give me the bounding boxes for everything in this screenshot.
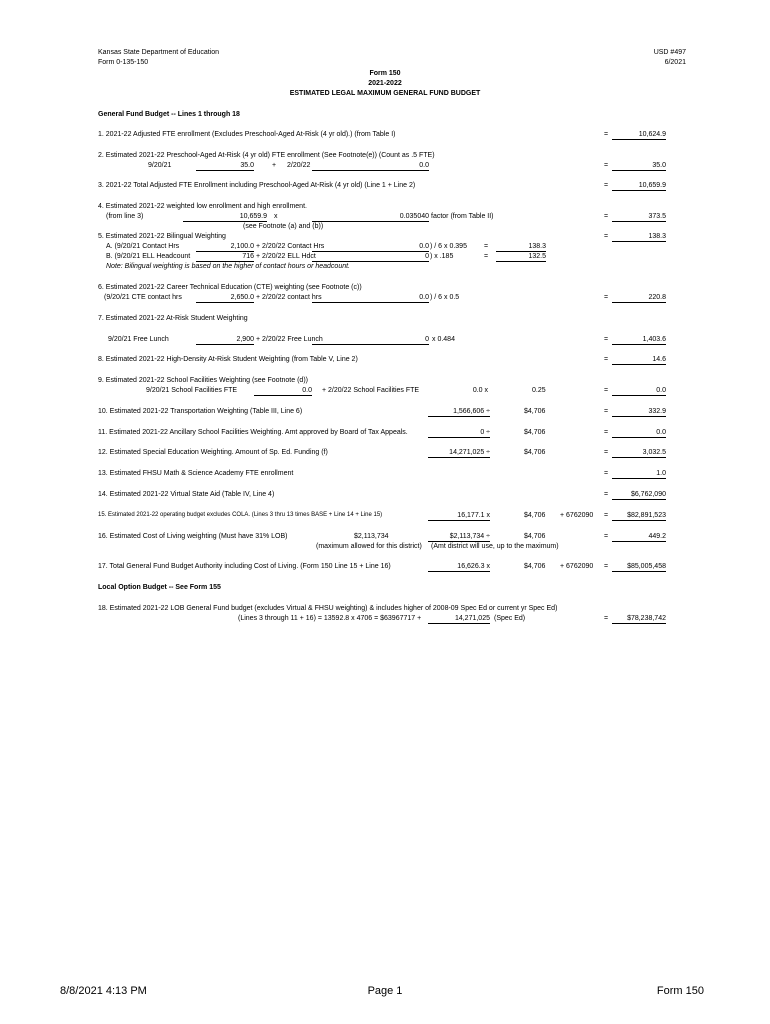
line2-eq: = <box>604 162 609 169</box>
line9-value2: 0.0 x <box>472 387 488 394</box>
line5a-result: 138.3 <box>496 242 546 252</box>
line16-label: 16. Estimated Cost of Living weighting (Must have 31% LOB) <box>98 533 288 540</box>
line9-mid: + 2/20/22 School Facilities FTE <box>322 387 420 394</box>
line11-result: 0.0 <box>612 428 666 438</box>
line9-value1: 0.0 <box>254 386 312 396</box>
line13-label: 13. Estimated FHSU Math & Science Academy FTE enrollment <box>98 470 294 477</box>
line12-value: 14,271,025 ÷ <box>428 448 490 458</box>
line10-base: $4,706 <box>524 408 546 415</box>
form-date: 6/2021 <box>664 59 686 66</box>
line2-date2: 2/20/22 <box>287 162 311 169</box>
line5-note: Note: Bilingual weighting is based on the higher of contact hours or headcount. <box>106 263 350 270</box>
line6-eq: = <box>604 294 609 301</box>
line5b-label: B. (9/20/21 ELL Headcount <box>106 253 191 260</box>
line15-eq: = <box>604 512 609 519</box>
line17-plus: + 6762090 <box>560 563 594 570</box>
line5a-value1: 2,100.0 <box>196 242 254 252</box>
line15-value: 16,177.1 x <box>428 511 490 521</box>
line18-result: $78,238,742 <box>612 614 666 624</box>
line7-calc: x 0.484 <box>432 336 455 343</box>
line5b-value2: 0 <box>312 252 429 262</box>
line2-result: 35.0 <box>612 161 666 171</box>
footer-datetime: 8/8/2021 4:13 PM <box>60 985 147 997</box>
line6-label: 6. Estimated 2021-22 Career Technical Education (CTE) weighting (see Footnote (c)) <box>98 284 362 291</box>
line5a-label: A. (9/20/21 Contact Hrs <box>106 243 180 250</box>
line3-eq: = <box>604 182 609 189</box>
line4-factor: 0.035040 <box>312 212 429 222</box>
line1-label: 1. 2021-22 Adjusted FTE enrollment (Excludes Preschool-Aged At-Risk (4 yr old).) (from Table I) <box>98 131 396 138</box>
line16-max-value: $2,113,734 <box>354 533 389 540</box>
district-number: USD #497 <box>653 49 686 56</box>
line7-value2: 0 <box>312 335 429 345</box>
line3-label: 3. 2021-22 Total Adjusted FTE Enrollment including Preschool-Aged At-Risk (4 yr old) (Line 1 + Line 2) <box>98 182 416 189</box>
agency-name: Kansas State Department of Education <box>98 49 220 56</box>
line4-value: 10,659.9 <box>183 212 267 222</box>
line2-value1: 35.0 <box>196 161 254 171</box>
line1-result: 10,624.9 <box>612 130 666 140</box>
line6-calc: ) / 6 x 0.5 <box>430 294 460 301</box>
line5-eq: = <box>604 233 609 240</box>
line7-value1: 2,900 <box>196 335 254 345</box>
footer-form: Form 150 <box>656 985 704 997</box>
form-number: Form 0-135-150 <box>98 59 149 66</box>
line7-eq: = <box>604 336 609 343</box>
line4-label: 4. Estimated 2021-22 weighted low enrollment and high enrollment. <box>98 203 307 210</box>
line11-label: 11. Estimated 2021-22 Ancillary School Facilities Weighting. Amt approved by Board of Tax Appeals. <box>98 429 408 436</box>
line9-factor: 0.25 <box>532 387 546 394</box>
line8-label: 8. Estimated 2021-22 High-Density At-Risk Student Weighting (from Table V, Line 2) <box>98 356 358 363</box>
line4-x: x <box>274 213 278 220</box>
line4-eq: = <box>604 213 609 220</box>
line5b-eq: = <box>484 253 489 260</box>
line6-value2: 0.0 <box>312 293 429 303</box>
line5a-value2: 0.0 <box>312 242 429 252</box>
line4-footnote: (see Footnote (a) and (b)) <box>243 223 324 230</box>
line7-label: 7. Estimated 2021-22 At-Risk Student Weighting <box>98 315 248 322</box>
line12-label: 12. Estimated Special Education Weighting. Amount of Sp. Ed. Funding (f) <box>98 449 328 456</box>
line5b-mid: + 2/20/22 ELL Hdct <box>256 253 316 260</box>
line15-label: 15. Estimated 2021-22 operating budget excludes COLA. (Lines 3 thru 13 times BASE + Line 14 + Line 15) <box>98 512 383 518</box>
line11-base: $4,706 <box>524 429 546 436</box>
line6-mid: + 2/20/22 contact hrs <box>256 294 322 301</box>
line17-result: $85,005,458 <box>612 562 666 572</box>
line5b-value1: 716 <box>196 252 254 262</box>
line6-result: 220.8 <box>612 293 666 303</box>
line12-eq: = <box>604 449 609 456</box>
line2-label: 2. Estimated 2021-22 Preschool-Aged At-Risk (4 yr old) FTE enrollment (See Footnote(e)) (Count as .5 FTE) <box>98 152 435 159</box>
line8-eq: = <box>604 356 609 363</box>
line7-sub: 9/20/21 Free Lunch <box>108 336 169 343</box>
line9-eq: = <box>604 387 609 394</box>
line18-spec: (Spec Ed) <box>494 615 526 622</box>
line18-value: 14,271,025 <box>428 614 490 624</box>
line10-value: 1,566,606 ÷ <box>428 407 490 417</box>
line5b-result: 132.5 <box>496 252 546 262</box>
line15-result: $82,891,523 <box>612 511 666 521</box>
line7-result: 1,403.6 <box>612 335 666 345</box>
line2-plus: + <box>272 162 277 169</box>
line5a-eq: = <box>484 243 489 250</box>
line3-result: 10,659.9 <box>612 181 666 191</box>
line12-result: 3,032.5 <box>612 448 666 458</box>
line17-value: 16,626.3 x <box>428 562 490 572</box>
line5a-mid: + 2/20/22 Contact Hrs <box>256 243 325 250</box>
line16-value: $2,113,734 ÷ <box>428 532 490 542</box>
line9-label: 9. Estimated 2021-22 School Facilities Weighting (see Footnote (d)) <box>98 377 308 384</box>
line5a-calc: ) / 6 x 0.395 <box>430 243 467 250</box>
line17-base: $4,706 <box>524 563 546 570</box>
line16-base: $4,706 <box>524 533 546 540</box>
line9-sub: 9/20/21 School Facilities FTE <box>146 387 238 394</box>
line16-result: 449.2 <box>612 532 666 542</box>
line18-sub: (Lines 3 through 11 + 16) = 13592.8 x 4706 = $63967717 + <box>238 615 422 622</box>
line18-label: 18. Estimated 2021-22 LOB General Fund budget (excludes Virtual & FHSU weighting) & includes higher of 2008-09 Spec Ed or current yr Spec Ed) <box>98 605 558 612</box>
line14-eq: = <box>604 491 609 498</box>
line13-result: 1.0 <box>612 469 666 479</box>
form-title: Form 150 <box>369 70 401 77</box>
line4-factor-label: factor (from Table II) <box>431 213 494 220</box>
line10-eq: = <box>604 408 609 415</box>
line8-result: 14.6 <box>612 355 666 365</box>
section-general-fund: General Fund Budget -- Lines 1 through 18 <box>98 111 240 118</box>
line13-eq: = <box>604 470 609 477</box>
section-local-option-budget: Local Option Budget -- See Form 155 <box>98 584 221 591</box>
line12-base: $4,706 <box>524 449 546 456</box>
line14-result: $6,762,090 <box>612 490 666 500</box>
line5-result: 138.3 <box>612 232 666 242</box>
line7-mid: + 2/20/22 Free Lunch <box>256 336 323 343</box>
line6-sub: (9/20/21 CTE contact hrs <box>104 294 182 301</box>
line4-result: 373.5 <box>612 212 666 222</box>
line10-label: 10. Estimated 2021-22 Transportation Weighting (Table III, Line 6) <box>98 408 303 415</box>
form-subtitle: ESTIMATED LEGAL MAXIMUM GENERAL FUND BUDGET <box>289 90 481 97</box>
form-year: 2021-2022 <box>368 80 402 87</box>
line18-eq: = <box>604 615 609 622</box>
line16-note1: (maximum allowed for this district) <box>316 543 422 550</box>
line14-label: 14. Estimated 2021-22 Virtual State Aid (Table IV, Line 4) <box>98 491 275 498</box>
line2-value2: 0.0 <box>312 161 429 171</box>
line10-result: 332.9 <box>612 407 666 417</box>
line2-date1: 9/20/21 <box>148 162 172 169</box>
line16-note2: (Amt district will use, up to the maximum) <box>431 543 559 550</box>
line5-label: 5. Estimated 2021-22 Bilingual Weighting <box>98 233 226 240</box>
line11-value: 0 ÷ <box>428 428 490 438</box>
line15-base: $4,706 <box>524 512 546 519</box>
line4-from: (from line 3) <box>106 213 144 220</box>
line9-result: 0.0 <box>612 386 666 396</box>
line16-eq: = <box>604 533 609 540</box>
line17-eq: = <box>604 563 609 570</box>
line17-label: 17. Total General Fund Budget Authority including Cost of Living. (Form 150 Line 15 + Line 16) <box>98 563 391 570</box>
line6-value1: 2,650.0 <box>196 293 254 303</box>
line11-eq: = <box>604 429 609 436</box>
line1-eq: = <box>604 131 609 138</box>
line15-plus: + 6762090 <box>560 512 594 519</box>
line5b-calc: ) x .185 <box>430 253 454 260</box>
footer-page: Page 1 <box>367 985 403 997</box>
